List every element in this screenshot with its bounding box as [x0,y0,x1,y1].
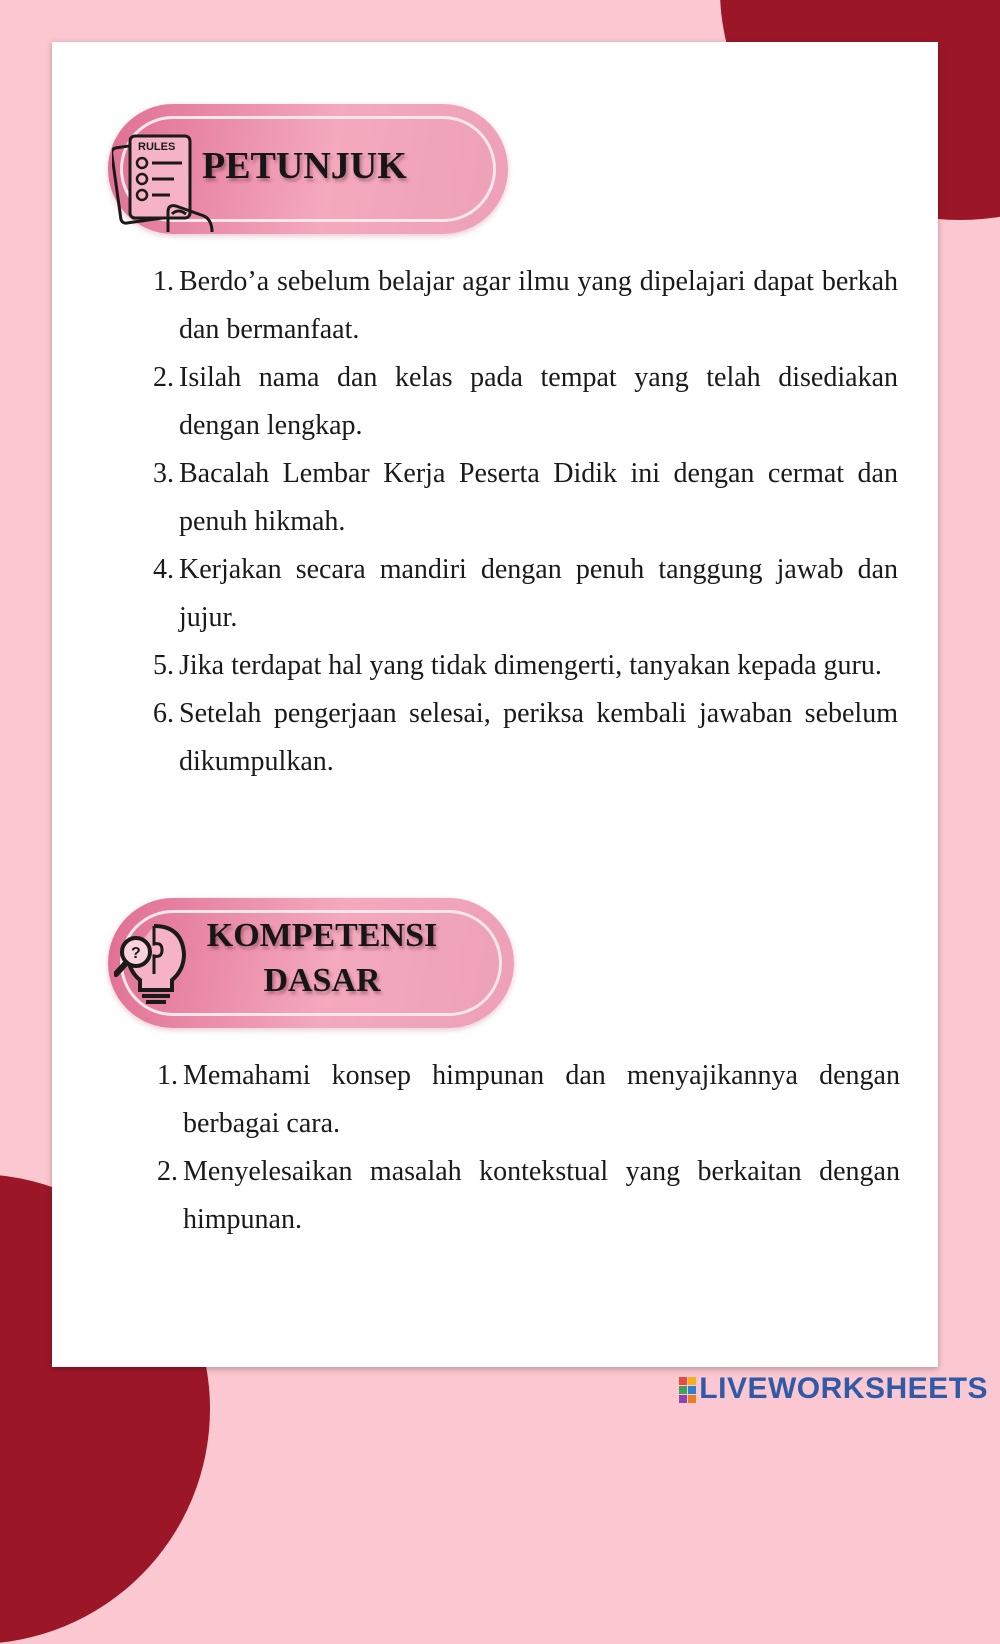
list-item: 2. Isilah nama dan kelas pada tempat yang telah disediakan dengan lengkap. [153,362,898,441]
svg-text:RULES: RULES [138,141,176,153]
svg-text:?: ? [131,945,141,962]
list-item-text: Bacalah Lembar Kerja Peserta Didik ini dengan cermat dan penuh hikmah. [179,458,898,537]
list-item-text: Isilah nama dan kelas pada tempat yang telah disediakan dengan lengkap. [179,362,898,441]
list-item: 1. Memahami konsep himpunan dan menyajikannya dengan berbagai cara. [157,1060,900,1139]
list-item: 3. Bacalah Lembar Kerja Peserta Didik ini dengan cermat dan penuh hikmah. [153,458,898,537]
list-item-text: Jika terdapat hal yang tidak dimengerti, tanyakan kepada guru. [179,650,882,681]
list-item: 4. Kerjakan secara mandiri dengan penuh tanggung jawab dan jujur. [153,554,898,633]
kompetensi-title-line2: DASAR [263,961,381,999]
kompetensi-list [138,1052,900,1244]
list-item: 5. Jika terdapat hal yang tidak dimengerti, tanyakan kepada guru. [153,650,882,681]
watermark-text: LIVEWORKSHEETS [699,1372,988,1405]
list-item-text: Berdo’a sebelum belajar agar ilmu yang dipelajari dapat berkah dan bermanfaat. [179,266,898,345]
list-item-text: Menyelesaikan masalah kontekstual yang berkaitan dengan himpunan. [183,1156,900,1235]
liveworksheets-logo-icon [679,1377,696,1403]
list-item: 2. Menyelesaikan masalah kontekstual yang berkaitan dengan himpunan. [157,1156,900,1235]
kompetensi-title-line1: KOMPETENSI [206,917,438,954]
worksheet-page [52,42,938,1367]
list-item-text: Kerjakan secara mandiri dengan penuh tanggung jawab dan jujur. [179,554,898,633]
puzzle-lightbulb-icon [114,920,190,1006]
list-item: 6. Setelah pengerjaan selesai, periksa kembali jawaban sebelum dikumpulkan. [153,698,898,777]
list-item: 1. Berdo’a sebelum belajar agar ilmu yang dipelajari dapat berkah dan bermanfaat. [153,266,898,345]
list-item-text: Setelah pengerjaan selesai, periksa kembali jawaban sebelum dikumpulkan. [179,698,898,777]
petunjuk-title: PETUNJUK [202,145,407,187]
kompetensi-title [192,916,452,1002]
liveworksheets-watermark[interactable] [679,1372,988,1406]
petunjuk-list [134,258,898,786]
list-item-text: Memahami konsep himpunan dan menyajikannya dengan berbagai cara. [183,1060,900,1139]
